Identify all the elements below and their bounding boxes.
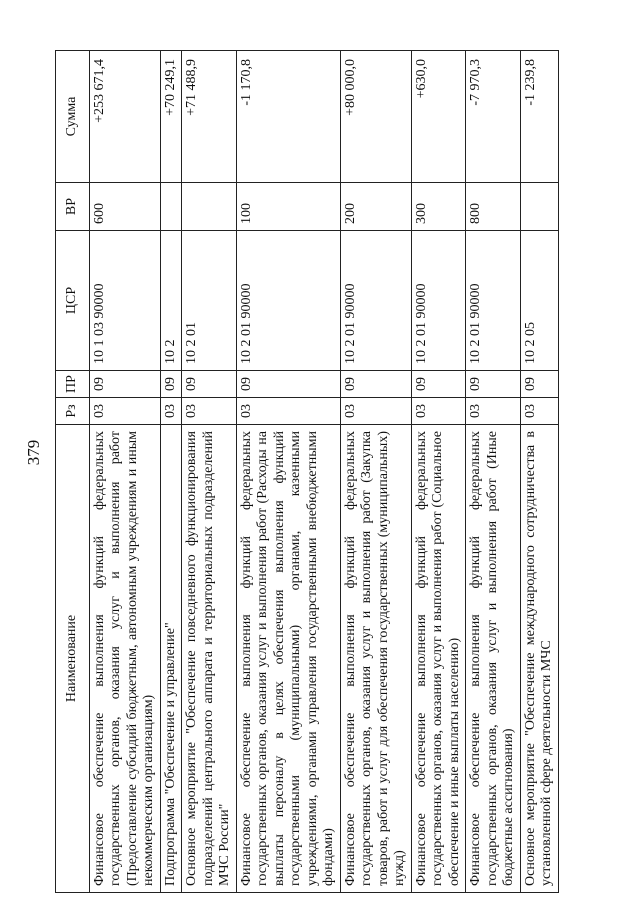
header-name: Наименование	[56, 425, 90, 893]
row-sum: +71 488,9	[182, 51, 237, 183]
row-rz: 03	[466, 398, 521, 425]
row-csr: 10 2 01	[182, 231, 237, 371]
row-csr: 10 2 01 90000	[236, 231, 340, 371]
row-vr	[182, 183, 237, 231]
row-pr: 09	[182, 371, 237, 398]
row-name: Финансовое обеспечение выполнения функций федеральных государственных органов, оказания услуг и выполнения работ (Иные бюджетные ассигнования)	[466, 425, 521, 893]
row-name: Финансовое обеспечение выполнения функций федеральных государственных органов, оказания услуг и выполнения работ (Социальное обеспечение и иные выплаты населению)	[411, 425, 466, 893]
table-row	[182, 51, 237, 893]
row-sum: -1 170,8	[236, 51, 340, 183]
table-row	[520, 51, 558, 893]
table-row	[89, 51, 160, 893]
row-name: Финансовое обеспечение выполнения функций федеральных государственных органов, оказания услуг и выполнения работ (Предоставление субсидий бюджетным, автономным учреждениям и иным некоммерческим организациям)	[89, 425, 160, 893]
row-pr: 09	[340, 371, 411, 398]
row-rz: 03	[520, 398, 558, 425]
row-pr: 09	[89, 371, 160, 398]
header-pr: ПР	[56, 371, 90, 398]
row-vr	[160, 183, 182, 231]
table-row	[466, 51, 521, 893]
header-csr: ЦСР	[56, 231, 90, 371]
row-csr: 10 1 03 90000	[89, 231, 160, 371]
table-row	[411, 51, 466, 893]
row-name: Основное мероприятие "Обеспечение международного сотрудничества в установленной сфере деятельности МЧС	[520, 425, 558, 893]
row-pr: 09	[411, 371, 466, 398]
row-rz: 03	[89, 398, 160, 425]
table-header-row	[56, 51, 90, 893]
row-name: Основное мероприятие "Обеспечение повседневного функционирования подразделений центрального аппарата и территориальных подразделений МЧС России"	[182, 425, 237, 893]
row-name: Финансовое обеспечение выполнения функций федеральных государственных органов, оказания услуг и выполнения работ (Расходы на выплаты персоналу в целях обеспечения выполнения функций государственными (муниципальными) органами, казенными учреждениями, органами управления государственными внебюджетными фондами)	[236, 425, 340, 893]
row-sum: -7 970,3	[466, 51, 521, 183]
row-rz: 03	[411, 398, 466, 425]
row-csr: 10 2 01 90000	[340, 231, 411, 371]
table-row	[340, 51, 411, 893]
row-sum: +70 249,1	[160, 51, 182, 183]
row-vr: 100	[236, 183, 340, 231]
row-vr: 600	[89, 183, 160, 231]
header-sum: Сумма	[56, 51, 90, 183]
table-row	[236, 51, 340, 893]
row-rz: 03	[236, 398, 340, 425]
row-name: Подпрограмма "Обеспечение и управление"	[160, 425, 182, 893]
row-sum: +630,0	[411, 51, 466, 183]
row-csr: 10 2	[160, 231, 182, 371]
row-sum: +253 671,4	[89, 51, 160, 183]
row-rz: 03	[340, 398, 411, 425]
row-csr: 10 2 05	[520, 231, 558, 371]
page-number: 379	[24, 439, 43, 466]
row-pr: 09	[160, 371, 182, 398]
budget-table	[55, 50, 559, 893]
row-vr	[520, 183, 558, 231]
row-sum: +80 000,0	[340, 51, 411, 183]
header-vr: ВР	[56, 183, 90, 231]
row-rz: 03	[182, 398, 237, 425]
row-name: Финансовое обеспечение выполнения функций федеральных государственных органов, оказания услуг и выполнения работ (Закупка товаров, работ и услуг для обеспечения государственных (муниципальных) нужд)	[340, 425, 411, 893]
row-vr: 800	[466, 183, 521, 231]
header-rz: Рз	[56, 398, 90, 425]
row-pr: 09	[520, 371, 558, 398]
row-vr: 300	[411, 183, 466, 231]
row-vr: 200	[340, 183, 411, 231]
row-pr: 09	[466, 371, 521, 398]
row-pr: 09	[236, 371, 340, 398]
table-row	[160, 51, 182, 893]
row-csr: 10 2 01 90000	[466, 231, 521, 371]
row-csr: 10 2 01 90000	[411, 231, 466, 371]
row-sum: -1 239,8	[520, 51, 558, 183]
row-rz: 03	[160, 398, 182, 425]
